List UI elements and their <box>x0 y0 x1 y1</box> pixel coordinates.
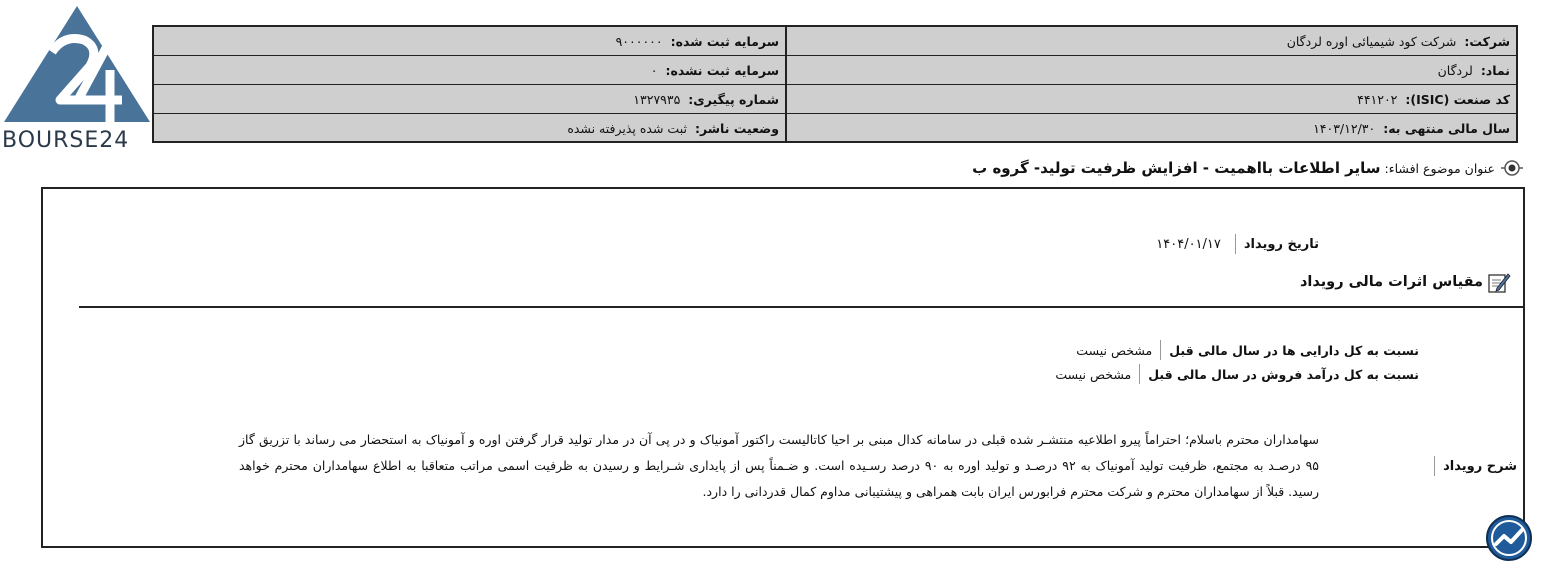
unregistered-capital-cell <box>154 56 785 84</box>
tracking-number-label: شماره پیگیری: <box>688 91 779 107</box>
event-description-text: سهامداران محترم باسلام؛ احتراماً پیرو اطلاعیه منتشـر شده قبلی در سامانه کدال مبنی بر احیا کاتالیست راکتور آمونیاک و در پی آن در مدار تولید قرار گرفتن اوره و آمونیاک به استحضار می رساند با تزریق گاز ۹۵ درصـد به مجتمع، ظرفیت تولید آمونیاک به ۹۲ درصـد و تولید اوره به ۹۰ درصد رسـیده است. و ضـمناً پس از پایداری شـرایط و رسیدن به ظرفیت اسمی مراتب متعاقبا به اطلاع سهامداران محترم خواهد رسید. قبلاً از سهامداران محترم و شرکت محترم فرابورس ایران بابت همراهی و پیشتیبانی مداوم کمال قدردانی را دارد. <box>239 432 1320 499</box>
unregistered-capital-value: ۰ <box>650 62 658 78</box>
financial-effects-title: مقیاس اثرات مالی رویداد <box>1299 274 1483 290</box>
info-row <box>154 27 1516 56</box>
registered-capital-label: سرمایه ثبت شده: <box>670 33 779 49</box>
event-description-row <box>239 427 1517 505</box>
registered-capital-value: ۹۰۰۰۰۰۰ <box>615 33 663 49</box>
event-date-value: ۱۴۰۴/۰۱/۱۷ <box>1156 236 1221 252</box>
isic-value: ۴۴۱۲۰۲ <box>1357 91 1398 107</box>
publisher-status-value: ثبت شده پذیرفته نشده <box>567 121 687 136</box>
event-date-label: تاریخ رویداد <box>1243 236 1319 252</box>
ratio-revenue-value: مشخص نیست <box>1055 366 1132 382</box>
event-details-box <box>41 187 1525 548</box>
isic-label: کد صنعت (ISIC): <box>1405 91 1510 107</box>
fiscal-year-value: ۱۴۰۳/۱۲/۳۰ <box>1313 121 1376 136</box>
tracking-number-value: ۱۳۲۷۹۳۵ <box>633 91 681 107</box>
chart-trend-badge-icon <box>1485 514 1533 562</box>
company-value: شرکت کود شیمیائی اوره لردگان <box>1286 33 1457 49</box>
target-icon <box>1501 157 1523 179</box>
ratio-assets-value: مشخص نیست <box>1076 342 1153 358</box>
symbol-cell <box>785 56 1516 84</box>
divider <box>1434 456 1435 476</box>
edit-note-icon <box>1487 270 1511 294</box>
info-row <box>154 114 1516 143</box>
subject-label: عنوان موضوع افشاء: <box>1384 160 1495 176</box>
financial-effects-heading <box>1300 269 1511 295</box>
event-description-label: شرح رویداد <box>1443 458 1517 474</box>
info-row <box>154 85 1516 114</box>
unregistered-capital-label: سرمایه ثبت نشده: <box>665 62 779 78</box>
publisher-status-label: وضعیت ناشر: <box>694 121 779 136</box>
fiscal-year-label: سال مالی منتهی به: <box>1383 121 1510 136</box>
symbol-value: لردگان <box>1437 62 1473 78</box>
bourse24-logo <box>2 4 152 153</box>
publisher-status-cell <box>154 114 785 143</box>
info-row <box>154 56 1516 85</box>
logo-text: BOURSE24 <box>2 128 130 153</box>
ratio-assets-row <box>1076 339 1419 361</box>
divider <box>1235 234 1236 254</box>
registered-capital-cell <box>154 27 785 55</box>
divider <box>1139 364 1140 384</box>
divider <box>1160 340 1161 360</box>
fiscal-year-cell <box>785 114 1516 143</box>
ratio-assets-label: نسبت به کل دارایی ها در سال مالی قبل <box>1169 342 1419 358</box>
ratio-revenue-row <box>1055 363 1419 385</box>
section-divider <box>79 306 1523 308</box>
company-info-table <box>152 25 1518 143</box>
isic-cell <box>785 85 1516 113</box>
event-date-row <box>1156 233 1319 255</box>
tracking-number-cell <box>154 85 785 113</box>
company-name-cell <box>785 27 1516 55</box>
symbol-label: نماد: <box>1480 62 1510 78</box>
company-label: شرکت: <box>1464 33 1510 49</box>
logo-triangle-icon <box>2 4 152 128</box>
ratio-revenue-label: نسبت به کل درآمد فروش در سال مالی قبل <box>1148 366 1419 382</box>
disclosure-subject <box>972 156 1523 180</box>
subject-title: سایر اطلاعات بااهمیت - افزایش ظرفیت تولید- گروه ب <box>972 159 1381 177</box>
event-description-label-cell <box>1319 427 1523 505</box>
